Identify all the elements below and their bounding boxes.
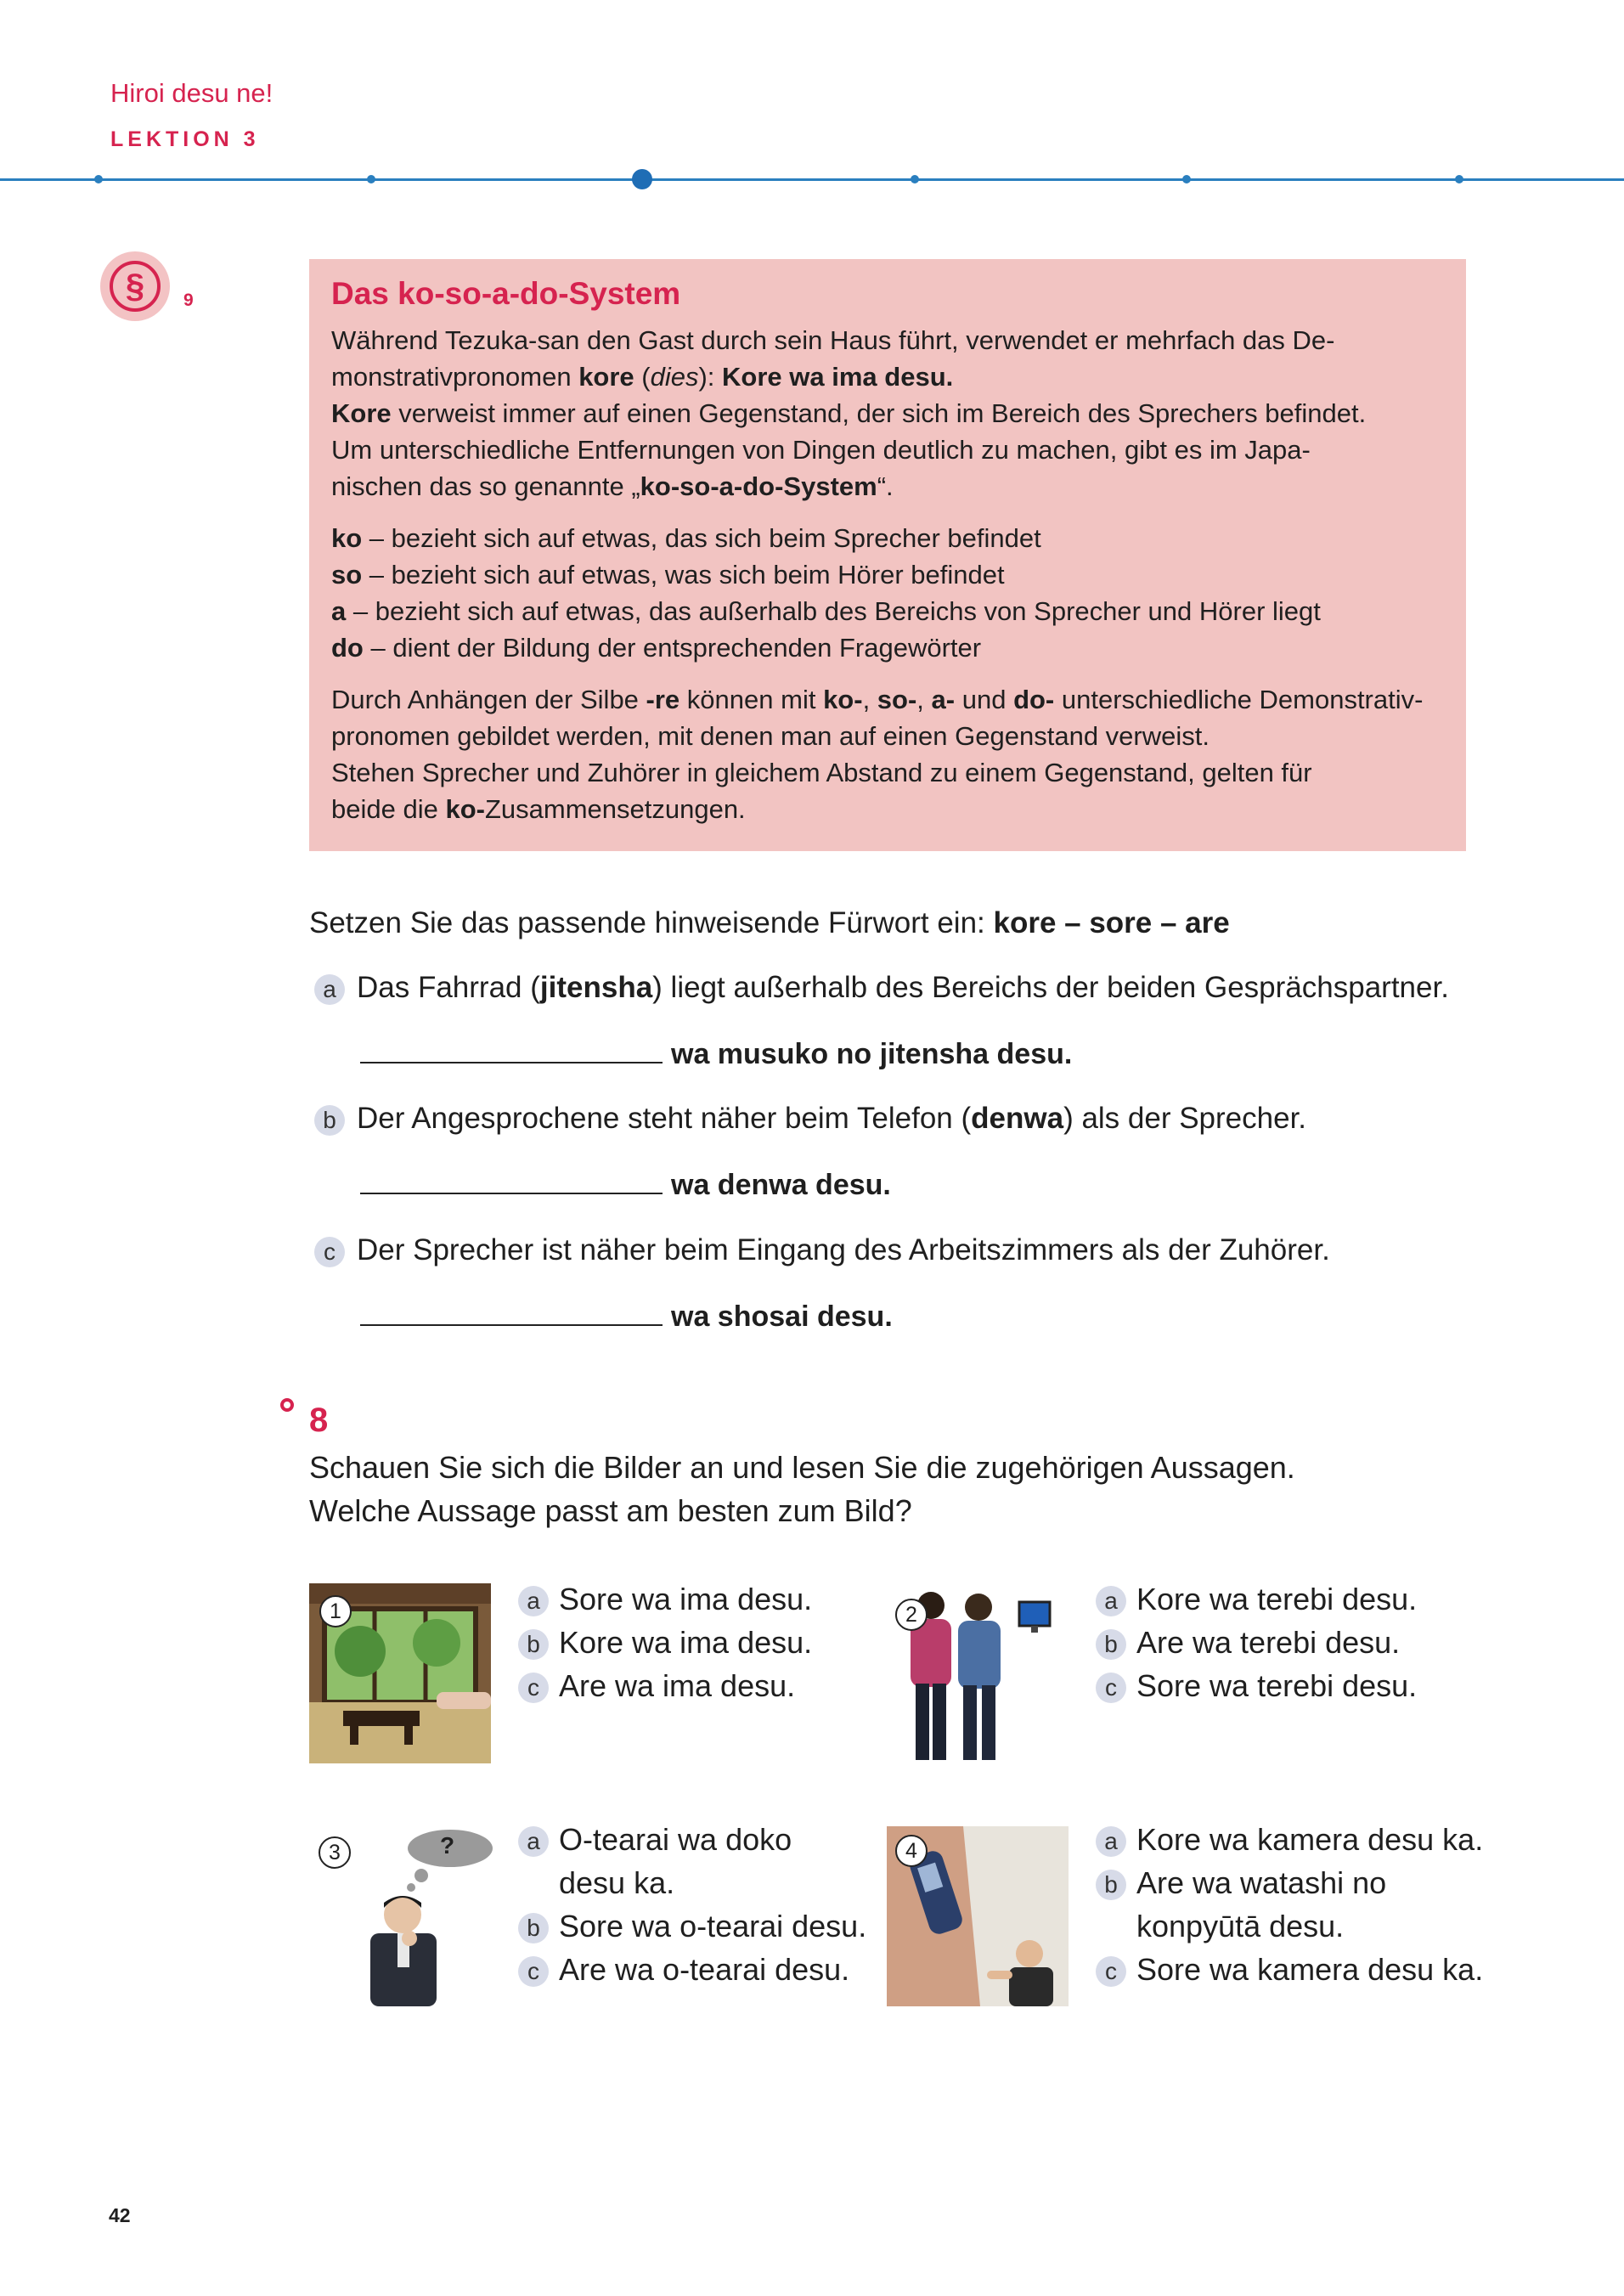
item-letter: b [314, 1105, 345, 1136]
exercise-instruction: Welche Aussage passt am besten zum Bild? [309, 1493, 912, 1528]
answer-line[interactable]: wa denwa desu. [360, 1167, 891, 1202]
option-item[interactable]: c Sore wa terebi desu. [1096, 1664, 1417, 1707]
exercise-bullet [280, 1398, 294, 1412]
grammar-title: Das ko-so-a-do-System [331, 276, 681, 311]
picture-number: 1 [319, 1595, 352, 1628]
answer-blank[interactable] [360, 1299, 663, 1326]
exercise-instruction: Schauen Sie sich die Bilder an und lesen Sie die zugehörigen Aussagen. [309, 1450, 1295, 1485]
picture-options [518, 1818, 866, 1991]
paragraph-icon: § [100, 251, 170, 321]
exercise-item-c: c Der Sprecher ist näher beim Eingang des Arbeitszimmers als der Zuhörer. [314, 1233, 1330, 1267]
picture-man-question [348, 1826, 501, 2006]
header-rule [0, 178, 1624, 181]
grammar-number: 9 [183, 291, 194, 310]
option-item[interactable]: b Are wa watashi no [1096, 1861, 1483, 1904]
grammar-paragraph: Durch Anhängen der Silbe -re können mit ko-, so-, a- und do- unterschiedliche Demonstrativ- pronomen gebildet werden, mit denen man auf einen Gegenstand verweist. Stehen Sprecher und Zuhörer in gleichem Abstand zu einem Gegenstand, gelten für beide die ko-Zusammensetzungen. [331, 685, 1424, 824]
option-item[interactable]: a Kore wa terebi desu. [1096, 1577, 1417, 1621]
answer-line[interactable]: wa musuko no jitensha desu. [360, 1036, 1072, 1071]
option-item[interactable]: b Kore wa ima desu. [518, 1621, 812, 1664]
picture-options [1096, 1577, 1417, 1707]
lesson-label: LEKTION 3 [110, 127, 260, 151]
option-item-continued: desu ka. [559, 1865, 675, 1900]
rule-dot [1182, 175, 1191, 183]
running-title: Hiroi desu ne! [110, 78, 273, 108]
option-item[interactable]: c Are wa ima desu. [518, 1664, 812, 1707]
grammar-paragraph: Während Tezuka-san den Gast durch sein Haus führt, verwendet er mehrfach das De- monstrativpronomen kore (dies): Kore wa ima desu. Kore verweist immer auf einen Gegenstand, der sich im Bereich des Sprechers befindet. Um unterschiedliche Entfernungen von Dingen deutlich zu machen, gibt es im Japa- nischen das so genannte „ko-so-a-do-System“. [331, 325, 1367, 501]
exercise-instruction: Setzen Sie das passende hinweisende Fürwort ein: kore – sore – are [309, 906, 1230, 939]
page-number: 42 [109, 2204, 131, 2226]
picture-number: 3 [319, 1836, 351, 1869]
picture-options [1096, 1818, 1483, 1991]
picture-options [518, 1577, 812, 1707]
answer-line[interactable]: wa shosai desu. [360, 1299, 893, 1334]
option-item-continued: konpyūtā desu. [1136, 1909, 1345, 1943]
picture-number: 4 [895, 1835, 928, 1867]
rule-dot [911, 175, 919, 183]
option-item[interactable]: b Sore wa o-tearai desu. [518, 1904, 866, 1948]
rule-dot [1455, 175, 1463, 183]
option-item[interactable]: a O-tearai wa doko [518, 1818, 866, 1861]
exercise-item-a: a Das Fahrrad (jitensha) liegt außerhalb des Bereichs der beiden Gesprächspartner. [314, 971, 1449, 1005]
exercise-item-b: b Der Angesprochene steht näher beim Telefon (denwa) als der Sprecher. [314, 1102, 1306, 1136]
rule-dot [94, 175, 103, 183]
exercise-number: 8 [309, 1402, 329, 1439]
option-item[interactable]: c Are wa o-tearai desu. [518, 1948, 866, 1991]
option-item[interactable]: a Sore wa ima desu. [518, 1577, 812, 1621]
answer-blank[interactable] [360, 1036, 663, 1063]
rule-dot-current [632, 169, 652, 189]
question-bubble: ? [440, 1832, 455, 1859]
option-item[interactable]: a Kore wa kamera desu ka. [1096, 1818, 1483, 1861]
answer-blank[interactable] [360, 1167, 663, 1194]
rule-dot [367, 175, 375, 183]
option-item[interactable]: c Sore wa kamera desu ka. [1096, 1948, 1483, 1991]
grammar-box [309, 259, 1466, 851]
picture-number: 2 [895, 1599, 928, 1631]
item-letter: a [314, 974, 345, 1005]
grammar-definitions: ko – bezieht sich auf etwas, das sich beim Sprecher befindet so – bezieht sich auf etwas, was sich beim Hörer befindet a – bezieht sich auf etwas, das außerhalb des Bereichs von Sprecher und Hörer liegt do – dient der Bildung der entsprechenden Fragewörter [331, 523, 1321, 663]
option-item[interactable]: b Are wa terebi desu. [1096, 1621, 1417, 1664]
item-letter: c [314, 1237, 345, 1267]
